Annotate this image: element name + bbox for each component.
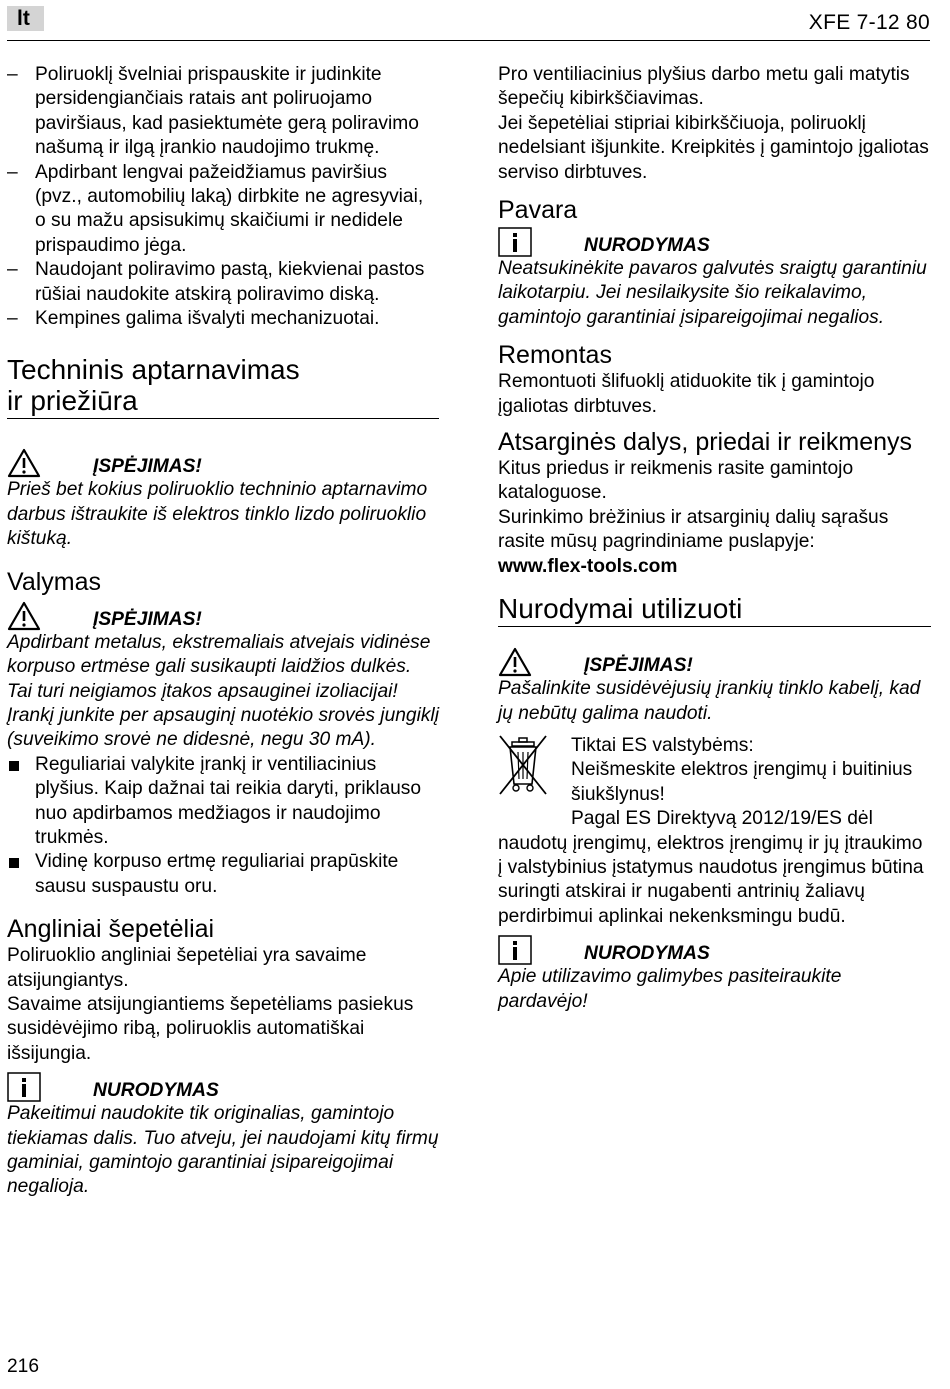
warning-text: Pašalinkite susidėvėjusių įrankių tinklo kabelį, kad jų nebūtų galima naudoti.: [498, 678, 921, 724]
model-title: XFE 7-12 80: [808, 11, 930, 34]
repair-heading: Remontas: [498, 341, 612, 370]
vent-paragraph: Pro ventiliacinius plyšius darbo metu gali matytis šepečių kibirkščiavimas.: [498, 64, 910, 110]
weee-line: Tiktai ES valstybėms:: [571, 734, 754, 756]
left-column: [7, 63, 439, 1200]
page-number: 216: [7, 1356, 40, 1377]
maintenance-heading-line1: Techninis aptarnavimas: [7, 354, 300, 386]
cleaning-list: [7, 753, 439, 899]
note-text: Neatsukinėkite pavaros galvutės sraigtų garantiniu laikotarpiu. Jei nesilaikysite šio reikalavimo, gamintojo garantiniai įsipareigojimai negalios.: [498, 258, 927, 328]
right-column: [498, 63, 931, 1014]
maintenance-heading-line2: ir priežiūra: [7, 385, 138, 417]
brushes-heading: Angliniai šepetėliai: [7, 915, 215, 944]
note-notice: [498, 935, 931, 965]
maintenance-heading: [7, 354, 439, 419]
warning-text: Apdirbant metalus, ekstremaliais atvejais vidinėse korpuso ertmėse gali susikaupti laidžios dulkės. Tai turi neigiamos įtakos apsauginei izoliacijai! Įrankį junkite per apsauginį nuotėkio srovės jungiklį (suveikimo srovė ne didesnė, negu 30 mA).: [7, 631, 439, 751]
weee-block: [498, 734, 931, 929]
warning-triangle-icon: [498, 647, 532, 677]
parts-paragraph: Kitus priedus ir reikmenis rasite gamintojo kataloguose.: [498, 458, 854, 504]
info-icon: [7, 1072, 41, 1102]
warning-triangle-icon: [7, 448, 41, 478]
note-notice: [498, 227, 931, 257]
info-icon: [498, 935, 532, 965]
repair-text: Remontuoti šlifuoklį atiduokite tik į gamintojo įgaliotas dirbtuves.: [498, 371, 875, 417]
disposal-heading: [498, 593, 931, 627]
brushes-paragraph: Savaime atsijungiantiems šepetėliams pasiekus susidėvėjimo ribą, poliruoklis automatiškai išsijungia.: [7, 993, 414, 1064]
parts-heading: Atsarginės dalys, priedai ir reikmenys: [498, 428, 913, 457]
weee-line: Neišmeskite elektros įrengimų i buitinius šiukšlynus!: [571, 759, 913, 805]
warning-label: ĮSPĖJIMAS!: [93, 456, 202, 478]
note-text: Pakeitimui naudokite tik originalias, gamintojo tiekiamas dalis. Tuo atveju, jei naudojami kitų firmų gaminiai, gamintojo garantiniai įsipareigojimai negalioja.: [7, 1103, 439, 1198]
list-item: Vidinę korpuso ertmę reguliariai prapūskite sausu suspaustu oru.: [7, 850, 439, 899]
note-notice: [7, 1072, 439, 1102]
warning-notice: [7, 601, 439, 631]
drive-heading: Pavara: [498, 196, 578, 225]
note-label: NURODYMAS: [584, 235, 710, 257]
note-label: NURODYMAS: [93, 1080, 219, 1102]
note-label: NURODYMAS: [584, 943, 710, 965]
list-item: – Naudojant poliravimo pastą, kiekvienai pastos rūšiai naudokite atskirą poliravimo diską.: [7, 258, 439, 307]
info-icon: [498, 227, 532, 257]
vent-paragraph: Jei šepetėliai stipriai kibirkščiuoja, poliruoklį nedelsiant išjunkite. Kreipkitės į gamintojo įgaliotas serviso dirbtuves.: [498, 112, 929, 183]
usage-tips-list: [7, 63, 439, 331]
weee-directive: Pagal ES Direktyvą 2012/19/ES dėl naudotų įrengimų, elektros įrengimų ir jų įtraukimo į valstybinius įstatymus naudotus įrengimus būtina suringti atskirai ir nugabenti antrinių žaliavų perdirbimui aplinkai nekenksmingu budū.: [498, 808, 924, 927]
header-rule: [7, 40, 930, 41]
warning-text: Prieš bet kokius poliruoklio techninio aptarnavimo darbus ištraukite iš elektros tinklo lizdo poliruoklio kištuką.: [7, 479, 428, 550]
warning-label: ĮSPĖJIMAS!: [584, 655, 693, 677]
note-text: Apie utilizavimo galimybes pasiteiraukite pardavėjo!: [498, 966, 842, 1012]
language-badge: lt: [7, 6, 44, 31]
parts-paragraph: Surinkimo brėžinius ir atsarginių dalių sąrašus rasite mūsų pagrindiniame puslapyje:: [498, 506, 889, 553]
parts-url: www.flex-tools.com: [498, 555, 678, 577]
cleaning-heading: Valymas: [7, 567, 102, 596]
list-item: – Apdirbant lengvai pažeidžiamus paviršius (pvz., automobilių laką) dirbkite ne agresyviai, o su mažu apsisukimų skaičiumi ir nedidele prispaudimo jėga.: [7, 161, 439, 259]
list-item: – Kempines galima išvalyti mechanizuotai.: [7, 307, 439, 331]
list-item: Reguliariai valykite įrankį ir ventiliacinius plyšius. Kaip dažnai tai reikia daryti, priklauso nuo apdirbamos medžiagos ir naudojimo trukmės.: [7, 753, 439, 851]
warning-label: ĮSPĖJIMAS!: [93, 608, 202, 630]
list-item: – Poliruoklį švelniai prispauskite ir judinkite persidengiančiais ratais ant poliruojamo paviršiaus, kad pasiektumėte gerą poliravimo našumą ir ilgą įrankio naudojimo trukmę.: [7, 63, 439, 161]
warning-triangle-icon: [7, 601, 41, 631]
crossed-out-bin-icon: [498, 734, 552, 798]
brushes-paragraph: Poliruoklio angliniai šepetėliai yra savaime atsijungiantys.: [7, 945, 367, 991]
disposal-heading-text: Nurodymai utilizuoti: [498, 593, 743, 625]
warning-notice: [7, 448, 439, 478]
warning-notice: [498, 647, 931, 677]
